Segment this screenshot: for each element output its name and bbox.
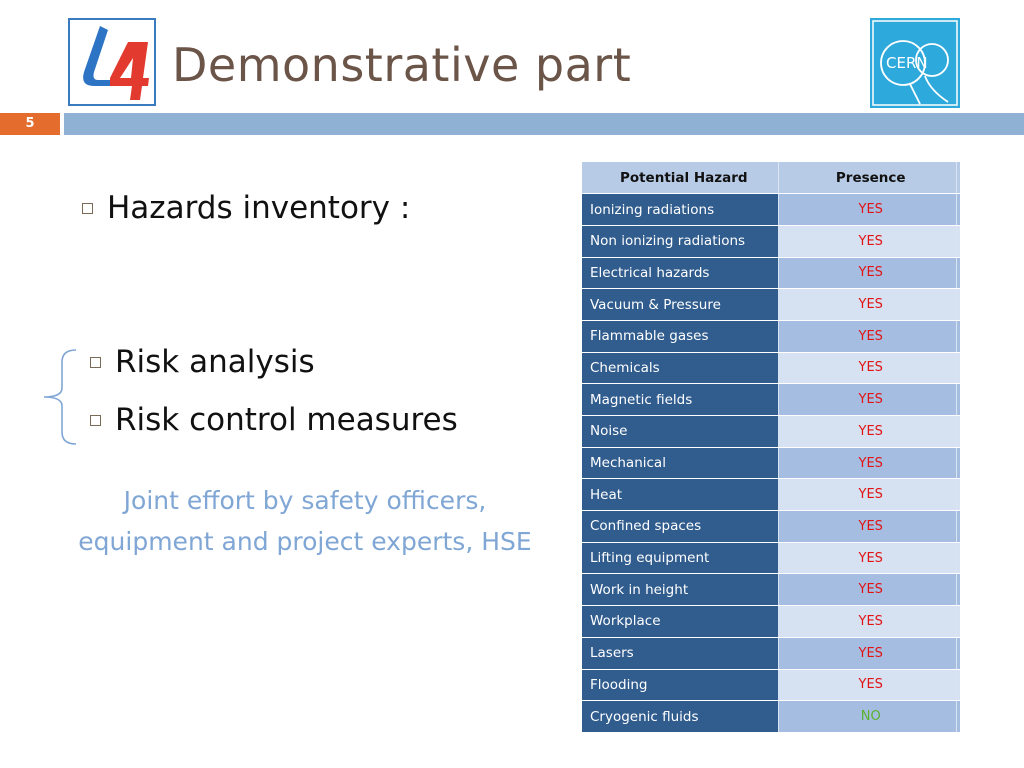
hazard-cell: Ionizing radiations — [590, 194, 778, 226]
hazard-cell: Heat — [590, 479, 778, 511]
presence-value: YES — [858, 265, 883, 281]
hazard-cell: Magnetic fields — [590, 384, 778, 416]
cern-logo — [870, 18, 960, 108]
hazard-cell: Confined spaces — [590, 511, 778, 543]
l4-logo — [68, 18, 156, 106]
hazard-cell: Lifting equipment — [590, 542, 778, 574]
presence-cell — [786, 320, 956, 352]
hazard-cell: Work in height — [590, 574, 778, 606]
bullet-text: Risk analysis — [115, 344, 315, 380]
joint-effort-note — [40, 480, 570, 562]
presence-value: YES — [858, 233, 883, 249]
table-row — [582, 257, 960, 289]
presence-value: YES — [858, 202, 883, 218]
table-row — [582, 606, 960, 638]
table-row — [582, 511, 960, 543]
l4-logo-graphic — [70, 20, 154, 104]
square-bullet-icon — [90, 415, 101, 426]
presence-value: YES — [858, 455, 883, 471]
presence-value: YES — [858, 423, 883, 439]
header-presence: Presence — [786, 162, 956, 194]
hazard-cell: Flammable gases — [590, 320, 778, 352]
presence-value: YES — [858, 677, 883, 693]
presence-value: NO — [860, 709, 881, 725]
table-row — [582, 225, 960, 257]
presence-cell — [786, 194, 956, 226]
presence-value: YES — [858, 360, 883, 376]
table-row — [582, 416, 960, 448]
table-row — [582, 352, 960, 384]
table-row — [582, 479, 960, 511]
presence-cell — [786, 384, 956, 416]
slide-title: Demonstrative part — [172, 38, 632, 92]
presence-value: YES — [858, 582, 883, 598]
presence-value: YES — [858, 487, 883, 503]
bullet-hazards-inventory — [82, 190, 410, 226]
presence-cell — [786, 511, 956, 543]
cern-logo-text: CERN — [886, 54, 928, 72]
presence-cell — [786, 669, 956, 701]
table-row — [582, 384, 960, 416]
curly-brace-icon — [40, 348, 80, 446]
presence-cell — [786, 479, 956, 511]
presence-cell — [786, 352, 956, 384]
presence-value: YES — [858, 328, 883, 344]
presence-cell — [786, 447, 956, 479]
presence-cell — [786, 574, 956, 606]
hazard-cell: Chemicals — [590, 352, 778, 384]
header-bar — [64, 113, 1024, 135]
presence-cell — [786, 606, 956, 638]
presence-value: YES — [858, 297, 883, 313]
presence-value: YES — [858, 518, 883, 534]
hazard-cell: Electrical hazards — [590, 257, 778, 289]
header-potential-hazard: Potential Hazard — [590, 162, 778, 194]
presence-value: YES — [858, 613, 883, 629]
presence-cell — [786, 637, 956, 669]
joint-effort-line-2: equipment and project experts, HSE — [78, 527, 532, 556]
table-row — [582, 320, 960, 352]
table-row — [582, 289, 960, 321]
presence-value: YES — [858, 645, 883, 661]
table-row — [582, 574, 960, 606]
presence-cell — [786, 257, 956, 289]
table-row — [582, 542, 960, 574]
hazard-cell: Cryogenic fluids — [590, 701, 778, 733]
bullet-text: Hazards inventory : — [107, 190, 411, 226]
presence-cell — [786, 542, 956, 574]
bullet-text: Risk control measures — [115, 402, 458, 438]
hazards-table — [582, 162, 960, 733]
hazard-cell: Vacuum & Pressure — [590, 289, 778, 321]
table-header-row — [582, 162, 960, 194]
table-row — [582, 194, 960, 226]
hazard-cell: Noise — [590, 416, 778, 448]
square-bullet-icon — [90, 357, 101, 368]
cern-logo-graphic — [870, 18, 960, 108]
hazard-cell: Non ionizing radiations — [590, 225, 778, 257]
joint-effort-line-1: Joint effort by safety officers, — [123, 486, 487, 515]
presence-cell — [786, 225, 956, 257]
table-row — [582, 701, 960, 733]
table-row — [582, 637, 960, 669]
page-number: 5 — [0, 113, 60, 135]
presence-cell — [786, 416, 956, 448]
hazard-cell: Flooding — [590, 669, 778, 701]
hazard-cell: Workplace — [590, 606, 778, 638]
presence-cell — [786, 289, 956, 321]
bullet-risk-control — [90, 402, 458, 438]
table-row — [582, 669, 960, 701]
presence-cell — [786, 701, 956, 733]
table-row — [582, 447, 960, 479]
bullet-risk-analysis — [90, 344, 315, 380]
hazard-cell: Lasers — [590, 637, 778, 669]
presence-value: YES — [858, 550, 883, 566]
square-bullet-icon — [82, 203, 93, 214]
hazard-cell: Mechanical — [590, 447, 778, 479]
presence-value: YES — [858, 392, 883, 408]
